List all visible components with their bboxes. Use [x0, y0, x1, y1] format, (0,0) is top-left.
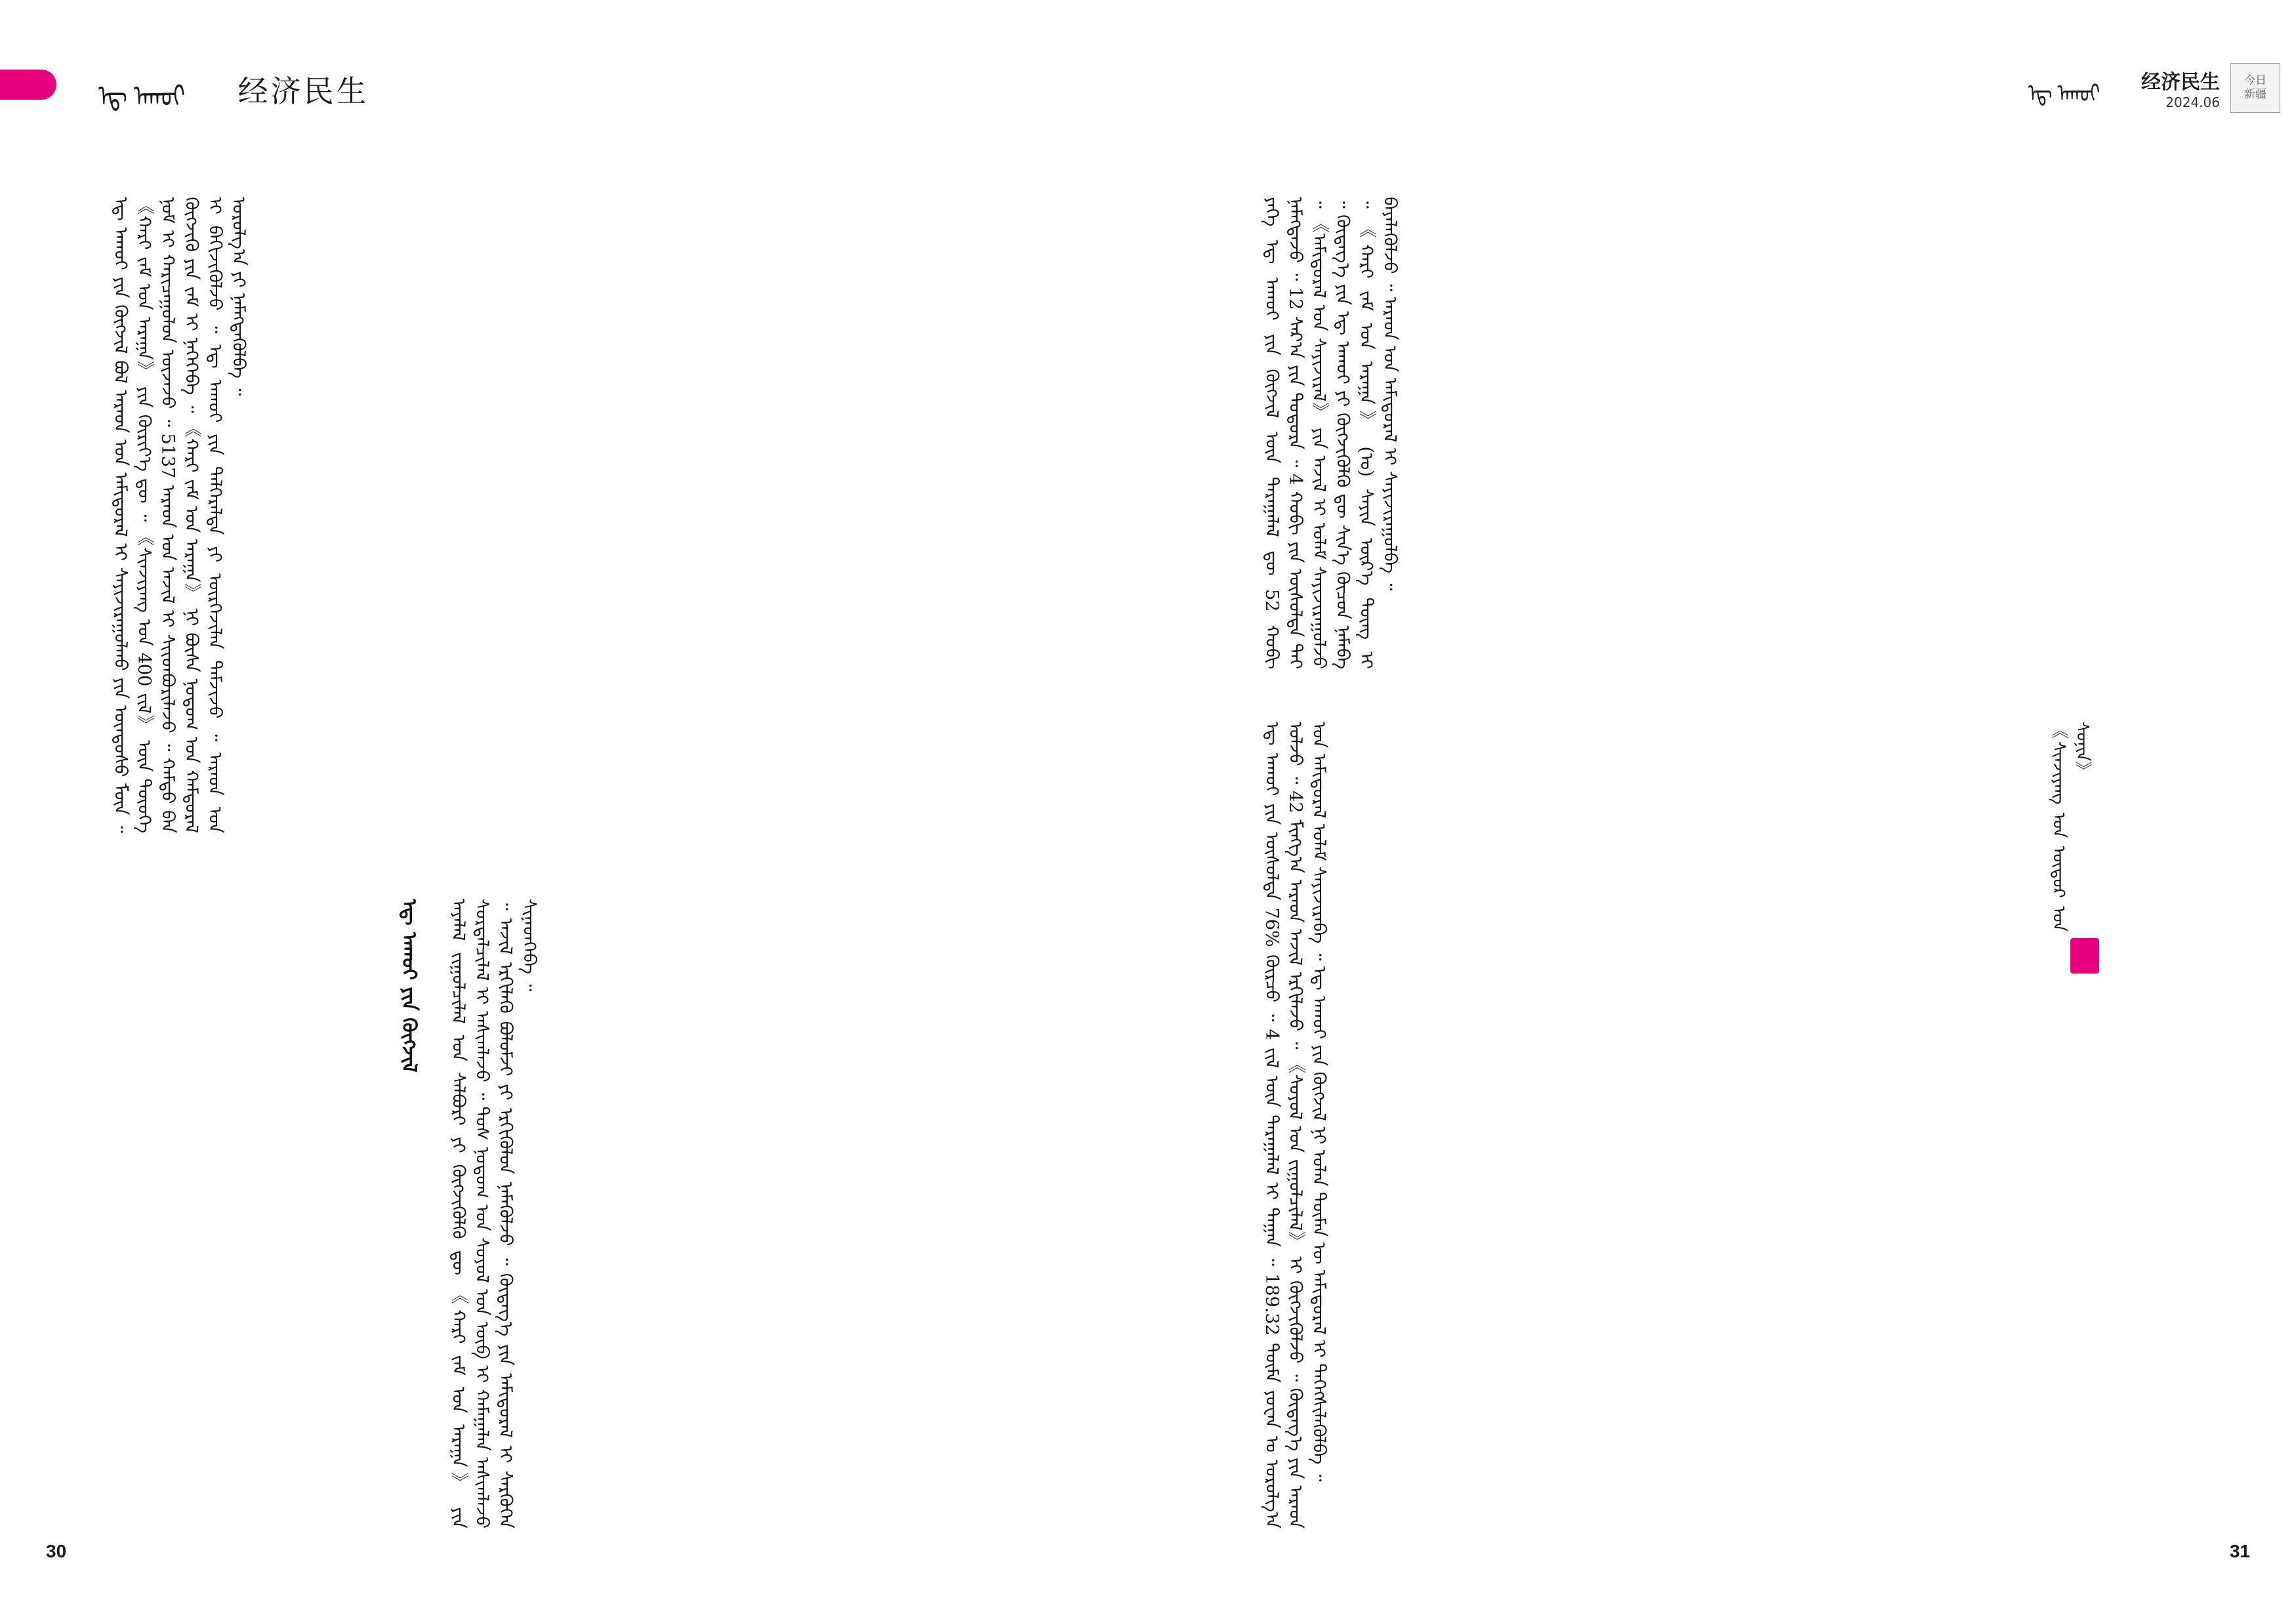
right-header-mongolian: ᠡᠳ᠋ ᠠᠬᠤᠢ	[2028, 79, 2101, 108]
left-header-mongolian: ᠡᠳ᠋ ᠠᠬᠤᠢ	[98, 78, 186, 113]
right-upper-text-column	[1260, 197, 2211, 669]
right-page-header	[2028, 63, 2280, 113]
left-page-header	[98, 63, 369, 115]
right-lower-body: ᠡᠳ᠋ ᠠᠬᠤᠢ ᠶᠢᠨ ᠥᠰᠦᠯᠲᠡ 76% ᠬᠦᠷᠴᠦ ᠃ 4 ᠵᠢᠯ ᠦᠨ ᠳᠠᠷᠠᠭᠠᠯᠠᠯ ᠢ ᠳᠠᠭᠠᠨ ᠃ 189.32 ᠲᠦᠮᠡ ᠶᠤᠸᠠᠨ ᠤ ᠣᠷᠣᠯᠭ᠎ᠠ ᠣᠯᠵᠤ ᠃ 42 ᠮᠢᠩᠭ᠎ᠠ ᠠᠷᠠᠳ ᠠᠵᠢᠯ ᠡᠷᠬᠢᠯᠡᠵᠦ ᠃ 《ᠰᠣᠶᠣᠯ ᠤᠨ ᠵᠢᠭᠤᠯᠴᠢᠯᠠᠯ》 ᠢ ᠬᠥᠭᠵᠢᠭᠦᠯᠵᠦ ᠃ ᠬᠥᠳᠡᠭ᠎ᠡ ᠶᠢᠨ ᠠᠷᠠᠳ ᠤᠨ ᠠᠮᠢᠳᠤᠷᠠᠯ ᠤᠯᠠᠮ ᠰᠠᠶᠢᠵᠢᠷᠠᠪᠠ ᠃ ᠡᠳ᠋ ᠠᠬᠤᠢ ᠶᠢᠨ ᠬᠥᠭᠵᠢᠯ ᠨᠢ ᠣᠯᠠᠨ ᠲᠦᠮᠡᠨ ᠦ ᠠᠮᠢᠳᠤᠷᠠᠯ ᠢ ᠳᠡᠭᠡᠭᠰᠢᠯᠡᠭᠦᠯᠪᠡ ᠃	[1261, 722, 1329, 1529]
right-lower-head: 《ᠰᠢᠨᠵᠢᠶᠠᠩ ᠤᠨ ᠥᠳᠦᠷ ᠤᠨ ᠰᠣᠨᠢᠨ》	[2049, 722, 2092, 932]
left-upper-text-column	[108, 197, 1046, 833]
right-header-date: 2024.06	[2165, 94, 2220, 110]
page-number-right: 31	[2229, 1541, 2250, 1561]
left-lower-subheading	[397, 899, 436, 1279]
left-header-title: 经济民生	[237, 73, 369, 109]
right-header-stack	[2141, 66, 2220, 110]
left-lower-title: ᠡᠳ᠋ ᠠᠬᠤᠢ ᠶᠢᠨ ᠬᠥᠭᠵᠢᠯ	[398, 899, 420, 1073]
logo-line-1: 今日	[2244, 74, 2266, 87]
right-upper-body: ᠶᠡᠬᠡ ᠡᠳ᠋ ᠠᠬᠤᠢ ᠶᠢᠨ ᠬᠥᠭᠵᠢᠯ ᠦᠨ ᠳᠠᠷᠠᠭᠠᠯᠠᠯ ᠳᠦ 52 ᠬᠤᠪᠢ ᠨᠡᠮᠡᠭᠳᠡᠵᠦ ᠃ 12 ᠰᠠᠷ᠎ᠠ ᠶᠢᠨ ᠳᠣᠲᠣᠷᠠ ᠃ 4 ᠬᠤᠪᠢ ᠶᠢᠨ ᠥᠰᠦᠯᠲᠡ ᠲᠠᠢ ᠃ 《ᠠᠮᠢᠳᠤᠷᠠᠯ ᠤᠨ ᠰᠠᠶᠢᠵᠢᠷᠠᠯ》 ᠶᠢᠨ ᠠᠵᠢᠯ ᠢ ᠤᠯᠠᠮ ᠰᠠᠶᠢᠵᠢᠷᠠᠭᠤᠯᠵᠤ ᠃ ᠬᠥᠳᠡᠭ᠎ᠡ ᠶᠢᠨ ᠡᠳ᠋ ᠠᠬᠤᠢ ᠶᠢ ᠬᠥᠭᠵᠢᠭᠦᠯᠬᠦ ᠳᠦ ᠰᠢᠨ᠎ᠡ ᠬᠦᠴᠦᠨ ᠨᠡᠮᠡᠪᠡ ᠃ 《ᠬᠠᠷᠢ ᠵᠠᠮ ᠤᠨ ᠠᠷᠠᠭᠠ》 (ᠤ) ᠰᠠᠶᠢᠨ ᠦᠷ᠎ᠡ ᠳᠦᠩ ᠢ ᠪᠡᠶᠡᠯᠡᠭᠦᠯᠵᠦ ᠃ ᠠᠷᠠᠳ ᠤᠨ ᠠᠮᠢᠳᠤᠷᠠᠯ ᠢ ᠰᠠᠶᠢᠵᠢᠷᠠᠭᠤᠯᠪᠠ ᠃	[1261, 197, 1400, 669]
right-lower-headline	[2047, 722, 2125, 932]
right-header-title: 经济民生	[2141, 71, 2220, 94]
logo-line-2: 新疆	[2244, 88, 2266, 101]
left-upper-body: ᠡᠳ᠋ ᠠᠬᠤᠢ ᠶᠢᠨ ᠬᠥᠭᠵᠢᠯ ᠪᠤᠯ ᠠᠷᠠᠳ ᠤᠨ ᠠᠮᠢᠳᠤᠷᠠᠯ ᠢ ᠰᠠᠶᠢᠵᠢᠷᠠᠭᠤᠯᠬᠤ ᠶᠢᠨ ᠦᠨᠳᠦᠰᠦ ᠮᠦᠨ ᠃ 《ᠬᠠᠷᠢ ᠵᠠᠮ ᠤᠨ ᠠᠷᠠᠭᠠ》 ᠶᠢᠨ ᠬᠦᠷᠢᠶ᠎ᠡ ᠳᠦ ᠃ 《ᠰᠢᠨᠵᠢᠶᠠᠩ ᠤᠨ 400 ᠵᠢᠯ》 ᠦᠨ ᠲᠦᠦᠬᠡ ᠨᠤᠮ ᠢ ᠬᠠᠷᠢᠴᠠᠭᠤᠯᠤᠨ ᠦᠵᠡᠵᠦ ᠃ 5137 ᠠᠷᠠᠳ ᠤᠨ ᠠᠵᠢᠯ ᠢ ᠰᠢᠢᠳᠪᠦᠷᠢᠯᠡᠵᠦ ᠃ ᠬᠠᠮᠲᠤ ᠪᠠᠨ ᠬᠥᠭᠵᠢᠬᠦ ᠶᠢᠨ ᠵᠠᠮ ᠢ ᠨᠡᠭᠡᠭᠡᠪᠡ ᠃ 《ᠬᠠᠷᠢ ᠵᠠᠮ ᠤᠨ ᠠᠷᠠᠭᠠ》 ᠨᠢ ᠪᠦᠰᠡ ᠨᠤᠲᠤᠭ ᠤᠨ ᠬᠠᠮᠲᠤᠷᠠᠯ ᠢ ᠪᠡᠬᠢᠵᠢᠭᠦᠯᠵᠦ ᠃ ᠡᠳ᠋ ᠠᠬᠤᠢ ᠶᠢᠨ ᠲᠡᠯᠭᠡᠷᠡᠯᠲᠡ ᠶᠢ ᠦᠷᠭᠡᠵᠢᠯᠡᠨ ᠳᠡᠮᠵᠢᠵᠦ ᠃ ᠠᠷᠠᠳ ᠤᠨ ᠣᠷᠣᠯᠭ᠎ᠠ ᠶᠢ ᠨᠡᠮᠡᠭᠳᠡᠭᠦᠯᠪᠡ ᠃	[110, 197, 249, 833]
page-number-left: 30	[46, 1541, 67, 1561]
bookmark-icon	[2070, 938, 2099, 974]
right-lower-text-column	[1260, 722, 2027, 1529]
magazine-logo	[2230, 63, 2280, 113]
left-lower-body: ᠠᠶᠠᠯᠠᠯ ᠵᠢᠭᠤᠯᠴᠢᠯᠠᠯ ᠤᠨ ᠰᠠᠯᠪᠤᠷᠢ ᠶᠢ ᠬᠥᠭᠵᠢᠭᠦᠯᠬᠦ ᠳᠦ 《ᠬᠠᠷᠢ ᠵᠠᠮ ᠤᠨ ᠠᠷᠠᠭᠠ》 ᠶᠢᠨ ᠰᠤᠷᠲᠠᠯᠴᠢᠯᠠᠯ ᠢ ᠠᠰᠢᠭᠯᠠᠵᠤ ᠃ ᠲᠣᠰ ᠨᠤᠲᠤᠭ ᠤᠨ ᠰᠣᠶᠣᠯ ᠤᠨ ᠥᠪ ᠢ ᠬᠠᠮᠠᠭᠠᠯᠠᠨ ᠠᠰᠢᠭᠯᠠᠵᠤ ᠃ ᠠᠵᠢᠯ ᠡᠷᠬᠢᠯᠡᠬᠦ ᠪᠣᠯᠤᠮᠵᠢ ᠶᠢ ᠡᠷᠭᠢᠭᠦᠯᠦᠨ ᠨᠡᠮᠡᠭᠦᠯᠵᠦ ᠃ ᠬᠥᠳᠡᠭ᠎ᠡ ᠶᠢᠨ ᠠᠮᠢᠳᠤᠷᠠᠯ ᠢ ᠰᠡᠷᠭᠦᠭᠡᠨ ᠰᠢᠨᠡᠳᠬᠡᠪᠡ ᠃	[448, 899, 539, 1529]
left-lower-text-column	[446, 899, 1036, 1529]
section-tab-marker	[0, 70, 56, 100]
